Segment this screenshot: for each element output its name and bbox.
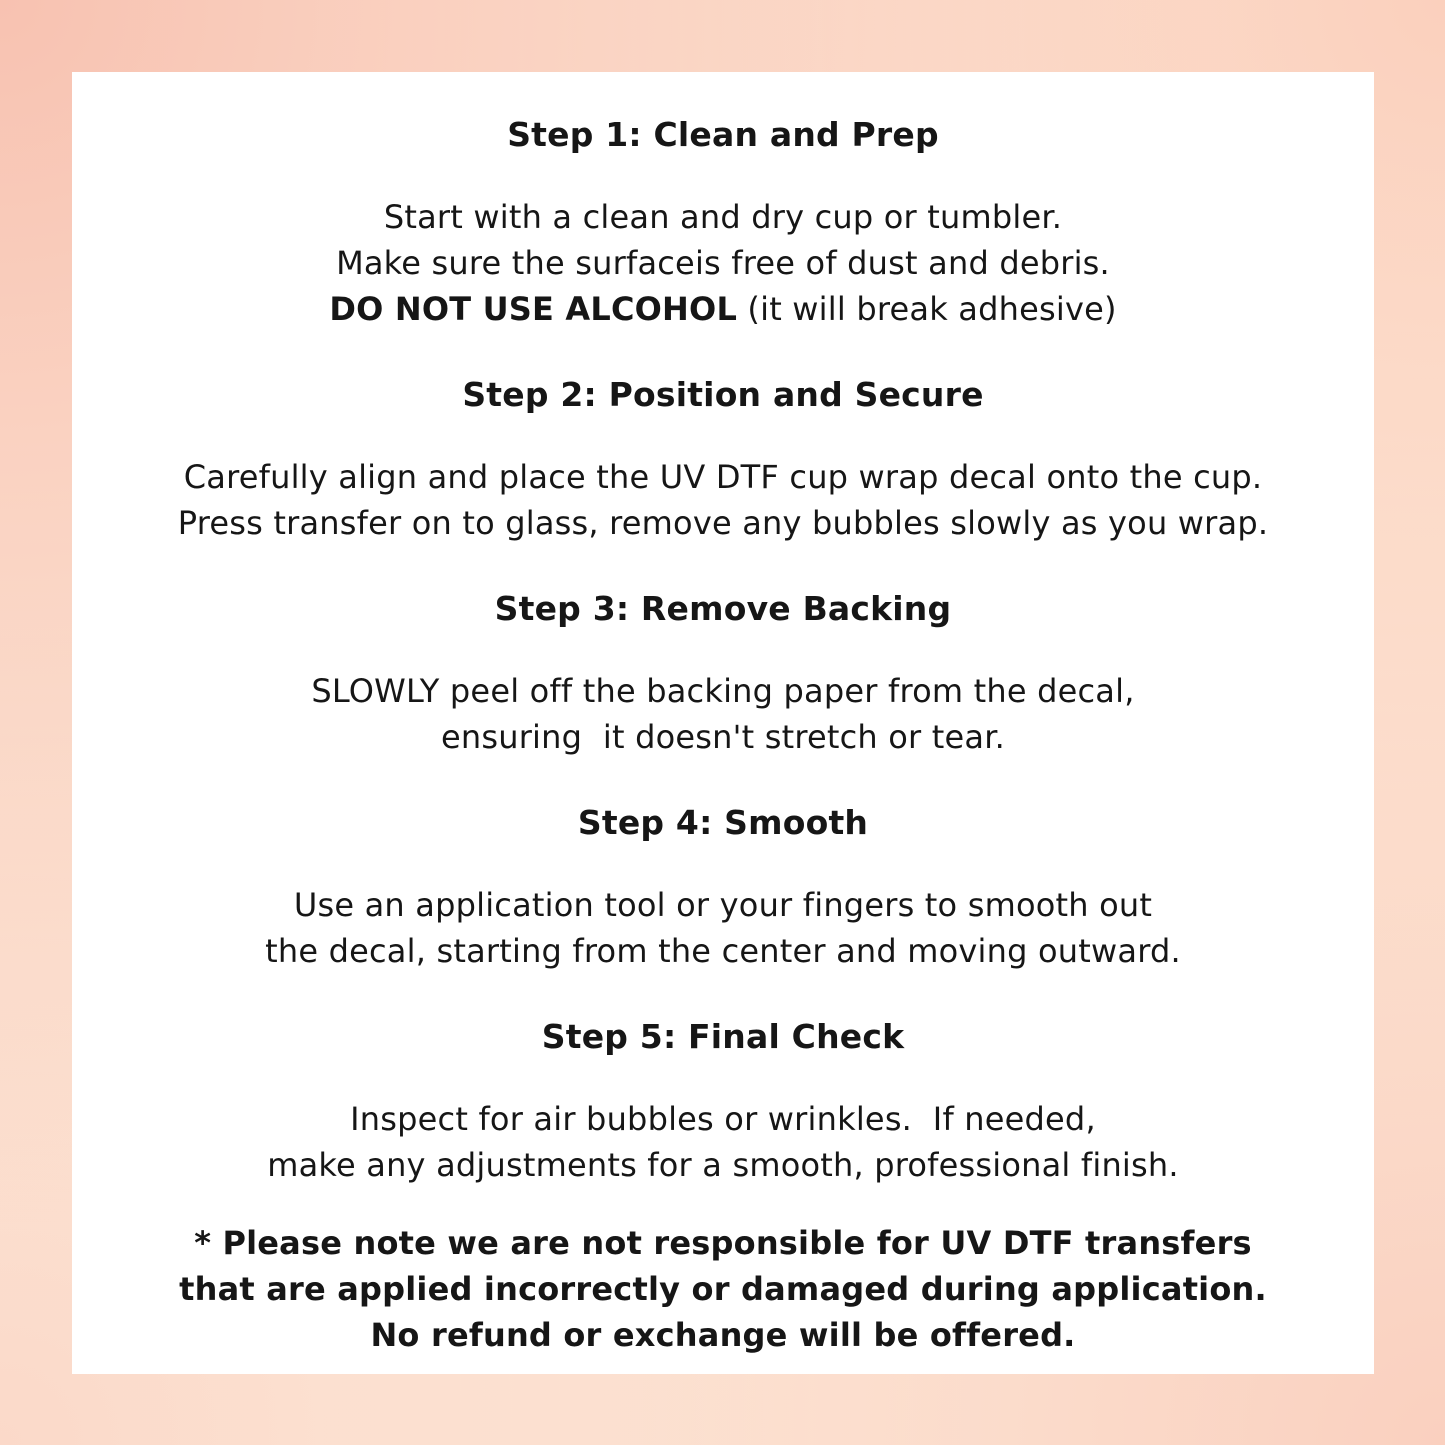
step-2-line: Carefully align and place the UV DTF cup wrap decal onto the cup. xyxy=(183,458,1263,496)
step-2-section xyxy=(72,372,1374,546)
step-3-heading: Step 3: Remove Backing xyxy=(494,589,952,628)
step-4-section xyxy=(72,800,1374,974)
alcohol-warning-regular: (it will break adhesive) xyxy=(737,290,1117,328)
alcohol-warning-bold: DO NOT USE ALCOHOL xyxy=(329,290,738,328)
step-2-line: Press transfer on to glass, remove any bubbles slowly as you wrap. xyxy=(177,504,1269,542)
step-1-alcohol-warning-line xyxy=(72,286,1374,332)
step-4-line: Use an application tool or your fingers to smooth out xyxy=(293,886,1153,924)
step-3-line: ensuring it doesn't stretch or tear. xyxy=(440,718,1006,756)
step-3-section xyxy=(72,586,1374,760)
disclaimer-line: that are applied incorrectly or damaged during application. xyxy=(179,1270,1267,1308)
step-1-section xyxy=(72,112,1374,332)
step-5-line: make any adjustments for a smooth, professional finish. xyxy=(267,1146,1179,1184)
step-4-heading: Step 4: Smooth xyxy=(577,803,869,842)
step-1-line: Start with a clean and dry cup or tumbler. xyxy=(383,198,1063,236)
disclaimer-line: * Please note we are not responsible for UV DTF transfers xyxy=(194,1224,1252,1262)
step-4-line: the decal, starting from the center and moving outward. xyxy=(265,932,1181,970)
step-3-line: SLOWLY peel off the backing paper from the decal, xyxy=(311,672,1135,710)
disclaimer-line: No refund or exchange will be offered. xyxy=(370,1316,1076,1354)
instruction-card xyxy=(72,72,1374,1374)
step-5-line: Inspect for air bubbles or wrinkles. If needed, xyxy=(350,1100,1096,1138)
step-5-heading: Step 5: Final Check xyxy=(541,1017,905,1056)
step-1-heading: Step 1: Clean and Prep xyxy=(507,115,939,154)
step-1-line: Make sure the surfaceis free of dust and debris. xyxy=(336,244,1110,282)
disclaimer xyxy=(72,1220,1374,1358)
step-2-heading: Step 2: Position and Secure xyxy=(462,375,984,414)
step-5-section xyxy=(72,1014,1374,1188)
